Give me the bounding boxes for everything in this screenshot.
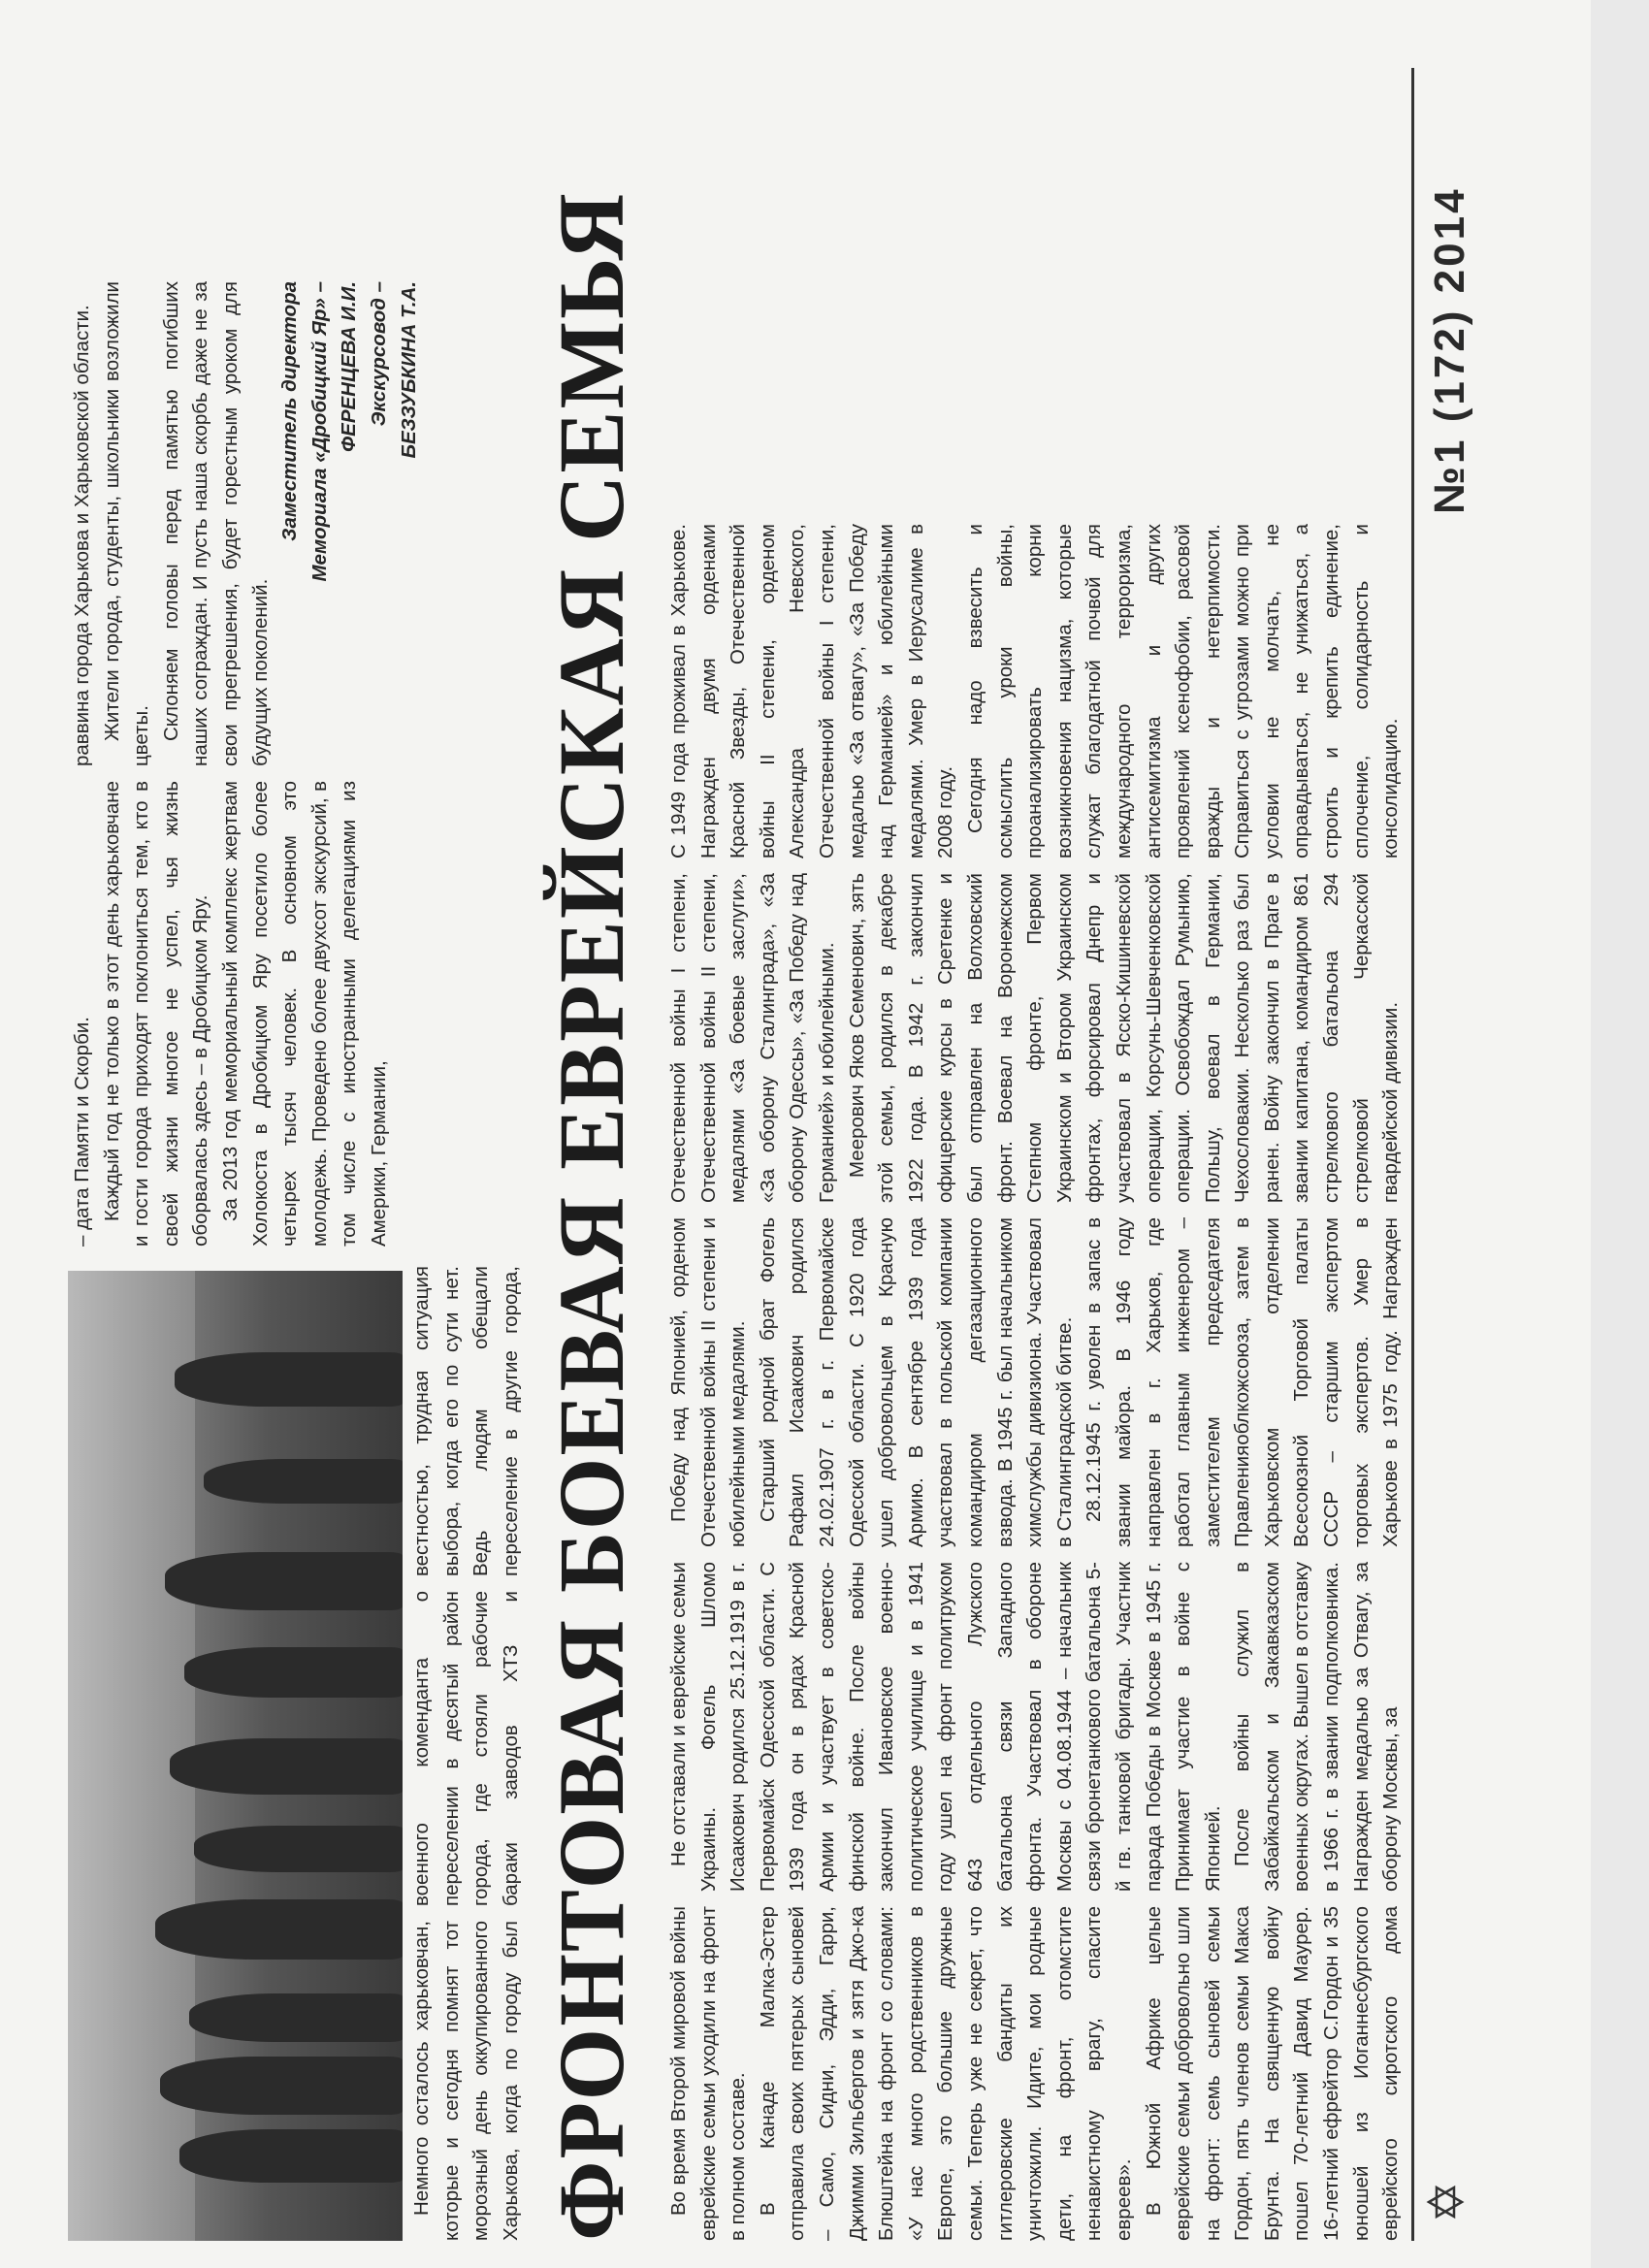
- paragraph: В Канаде Малка-Эстер отправила своих пятерых сыновей – Само, Сидни, Эдди, Гарри, Джимми Зильбергов и зятя Джо-ка Блюштейна на фронт со словами: «У нас много родственников в Европе, это большие дружные семьи. Теперь уже не секрет, что гитлеровские бандиты их уничтожили. Идите, мои родные дети, на фронт, отомстите ненавистному врагу, спасите евреев».: [756, 1906, 1135, 2241]
- photo-figure: [204, 1459, 403, 1504]
- signature-line: БЕЗЗУБКИНА Т.А.: [397, 281, 420, 459]
- paragraph: Старший родной брат Фогель Рафаил Исаакович родился 24.02.1907 г. в г. Первомайске Одесской области. С 1920 года ушел добровольцем в Красную Армию. В сентябре 1939 года участвовал в польской компании командиром дегазационного взвода. В 1945 г. был начальником химслужбы дивизиона. Участвовал в Сталинградской битве.: [756, 1217, 1076, 1547]
- photo-figure: [170, 1738, 403, 1795]
- main-article-col-4: [664, 873, 1402, 1203]
- signature-director: [275, 281, 365, 766]
- paragraph: Немного осталось харьковчан, которые и сегодня помнят тот морозный день оккупированного Харькова, когда по городу был: [410, 1921, 522, 2241]
- photo-figure: [184, 1647, 403, 1698]
- main-article-col-2: [664, 1562, 1402, 1892]
- paragraph: В Южной Африке целые еврейские семьи добровольно шли на фронт: семь сыновей семьи Гордон, пять членов семьи Макса Брунта. На священную войну пошел 70-летний Давид Маурер. 16-летний ефрейтор С.Гордон и 35 юношей из Иоганнесбургского еврейского сиротского дома: [1142, 1906, 1402, 2241]
- paragraph: Не отставали и еврейские семьи Украины. Фогель Шломо Исаакович родился 25.12.1919 в г. Первомайск Одесской области. С 1939 года он в рядах Красной Армии и участвует в советско-финской войне. После войны закончил Ивановское военно-политическое училище и в 1941 году ушел на фронт политруком 643 отдельного Лужского батальона связи Западного фронта. Участвовал в обороне Москвы с 04.08.1944 – начальник связи бронетанкового батальона 5-й гв. танковой бригады. Участник парада Победы в Москве в 1945 г. Принимает участие в войне с Японией.: [667, 1562, 1224, 1892]
- top-article-col-2: [407, 1591, 526, 1906]
- main-article-col-5: [664, 524, 1402, 859]
- photo-figure: [165, 1552, 403, 1610]
- paragraph: За 2013 год мемориальный комплекс жертвам Холокоста в Дробицком Яру посетило более четырех тысяч человек. В основном это молодежь. Проведено более двухсот экскурсий, в том числе с иностранными делегациями из Америки, Германии,: [218, 781, 390, 1247]
- photo-figure: [179, 2129, 403, 2183]
- paragraph: Меерович Яков Семенович, зять этой семьи, родился в декабре 1922 года. В 1942 г. закончил офицерские курсы в Сретенке и был отправлен на Волховский фронт. Воевал на Воронежском Степном фронте, Первом Украинском и Втором Украинском фронтах, форсировал Днепр и участвовал в Ясско-Кишиневской операции, Корсунь-Шевченковской операции. Освобождал Румынию, Польшу, воевал в Германии, Чехословакии. Несколько раз был ранен. Войну закончил в Праге в звании капитана, командиром 861 стрелкового батальона 294 стрелковой Черкасской гвардейской дивизии.: [845, 873, 1402, 1203]
- issue-number: №1 (172) 2014: [1426, 186, 1473, 514]
- top-article-col-4: [68, 781, 529, 1247]
- photo-figure: [160, 2057, 403, 2115]
- top-article-col-5: [68, 281, 529, 766]
- star-of-david-icon: [1426, 2183, 1465, 2221]
- paragraph: 28.12.1945 г. уволен в запас в звании майора. В 1946 году направлен в г. Харьков, где работал главным инженером – заместителем председателя Правленияоблкожсоюза, затем в Харьковском отделении Всесоюзной Торговой палаты СССР – старшим экспертом торговых экспертов. Умер в Харькове в 1975 году. Награжден: [1083, 1217, 1402, 1547]
- paragraph: Победу над Японией, орденом Отечественной войны II степени и юбилейными медалями.: [667, 1217, 750, 1547]
- memorial-photo: [68, 1271, 403, 2241]
- main-article-col-3: [664, 1217, 1402, 1547]
- footer-rule: [1411, 68, 1414, 2241]
- paragraph: Склоняем головы перед памятью погибших наших сограждан. И пусть наша скорбь даже не за свои прегрешения, будет горестным уроком для будущих поколений.: [159, 281, 272, 766]
- signature-line: Мемориала «Дробицкий Яр» –: [307, 281, 331, 582]
- top-article-col-1: [407, 1921, 526, 2241]
- paragraph: Сегодня надо взвесить и осмыслить уроки войны, проанализировать корни возникновения нацизма, которые служат благодатной почвой для международного терроризма, антисемитизма и других проявлений ксенофобии, расовой вражды и нетерпимости. Справиться с угрозами можно при условии не молчать, не оправдываться, не унижаться, а строить и крепить единение, сплочение, солидарность и консолидацию.: [963, 524, 1402, 859]
- paragraph: военного коменданта о переселении в десятый район города, где стояли рабочие бараки заводов ХТЗ и: [410, 1591, 522, 1906]
- signature-line: Заместитель директора: [278, 281, 302, 541]
- photo-figure: [175, 1352, 403, 1407]
- paragraph: Во время Второй мировой войны еврейские семьи уходили на фронт в полном составе.: [667, 1906, 750, 2241]
- photo-figure: [189, 1993, 403, 2042]
- paragraph: вестностью, трудная ситуация выбора, когда его по сути нет. Ведь людям обещали переселение в другие города,: [410, 1266, 522, 1576]
- paragraph: После войны служил в Забайкальском и Закавказском военных округах. Вышел в отставку в 1966 г. в звании подполковника. Награжден медалью за Отвагу, за оборону Москвы, за: [1231, 1562, 1402, 1892]
- paragraph: Жители города, студенты, школьники возложили цветы.: [100, 281, 153, 766]
- signature-guide: [365, 281, 424, 766]
- paragraph: С 1949 года проживал в Харькове. Награжден двумя орденами Красной Звезды, Отечественной войны II степени, орденом Александра Невского, Отечественной войны I степени, медалью «За отвагу», «За Победу над Германией» и юбилейными медалями. Умер в Иерусалиме в 2008 году.: [667, 524, 957, 859]
- paragraph: Отечественной войны I степени, Отечественной войны II степени, медалями «За боевые заслуги», «За оборону Сталинграда», «За оборону Одессы», «За Победу над Германией» и юбилейными.: [667, 873, 838, 1203]
- signature-line: ФЕРЕНЦЕВА И.И.: [338, 281, 361, 452]
- top-article-col-3: [407, 1266, 526, 1576]
- photo-figure: [155, 1899, 403, 1960]
- headline: ФРОНТОВАЯ БОЕВАЯ ЕВРЕЙСКАЯ СЕМЬЯ: [539, 191, 643, 2241]
- paragraph: – дата Памяти и Скорби.: [71, 1017, 93, 1247]
- paragraph: раввина города Харькова и Харьковской области.: [71, 305, 93, 766]
- main-article-col-1: [664, 1906, 1402, 2241]
- photo-figure: [194, 1826, 403, 1872]
- paragraph: Каждый год не только в этот день харьковчане и гости города приходят поклониться тем, кто в своей жизни многое не успел, чья жизнь оборвалась здесь – в Дробицком Яру.: [100, 781, 212, 1247]
- signature-line: Экскурсовод –: [367, 281, 390, 427]
- newspaper-page: [68, 68, 1523, 2241]
- scan-edge: [1591, 0, 1649, 2268]
